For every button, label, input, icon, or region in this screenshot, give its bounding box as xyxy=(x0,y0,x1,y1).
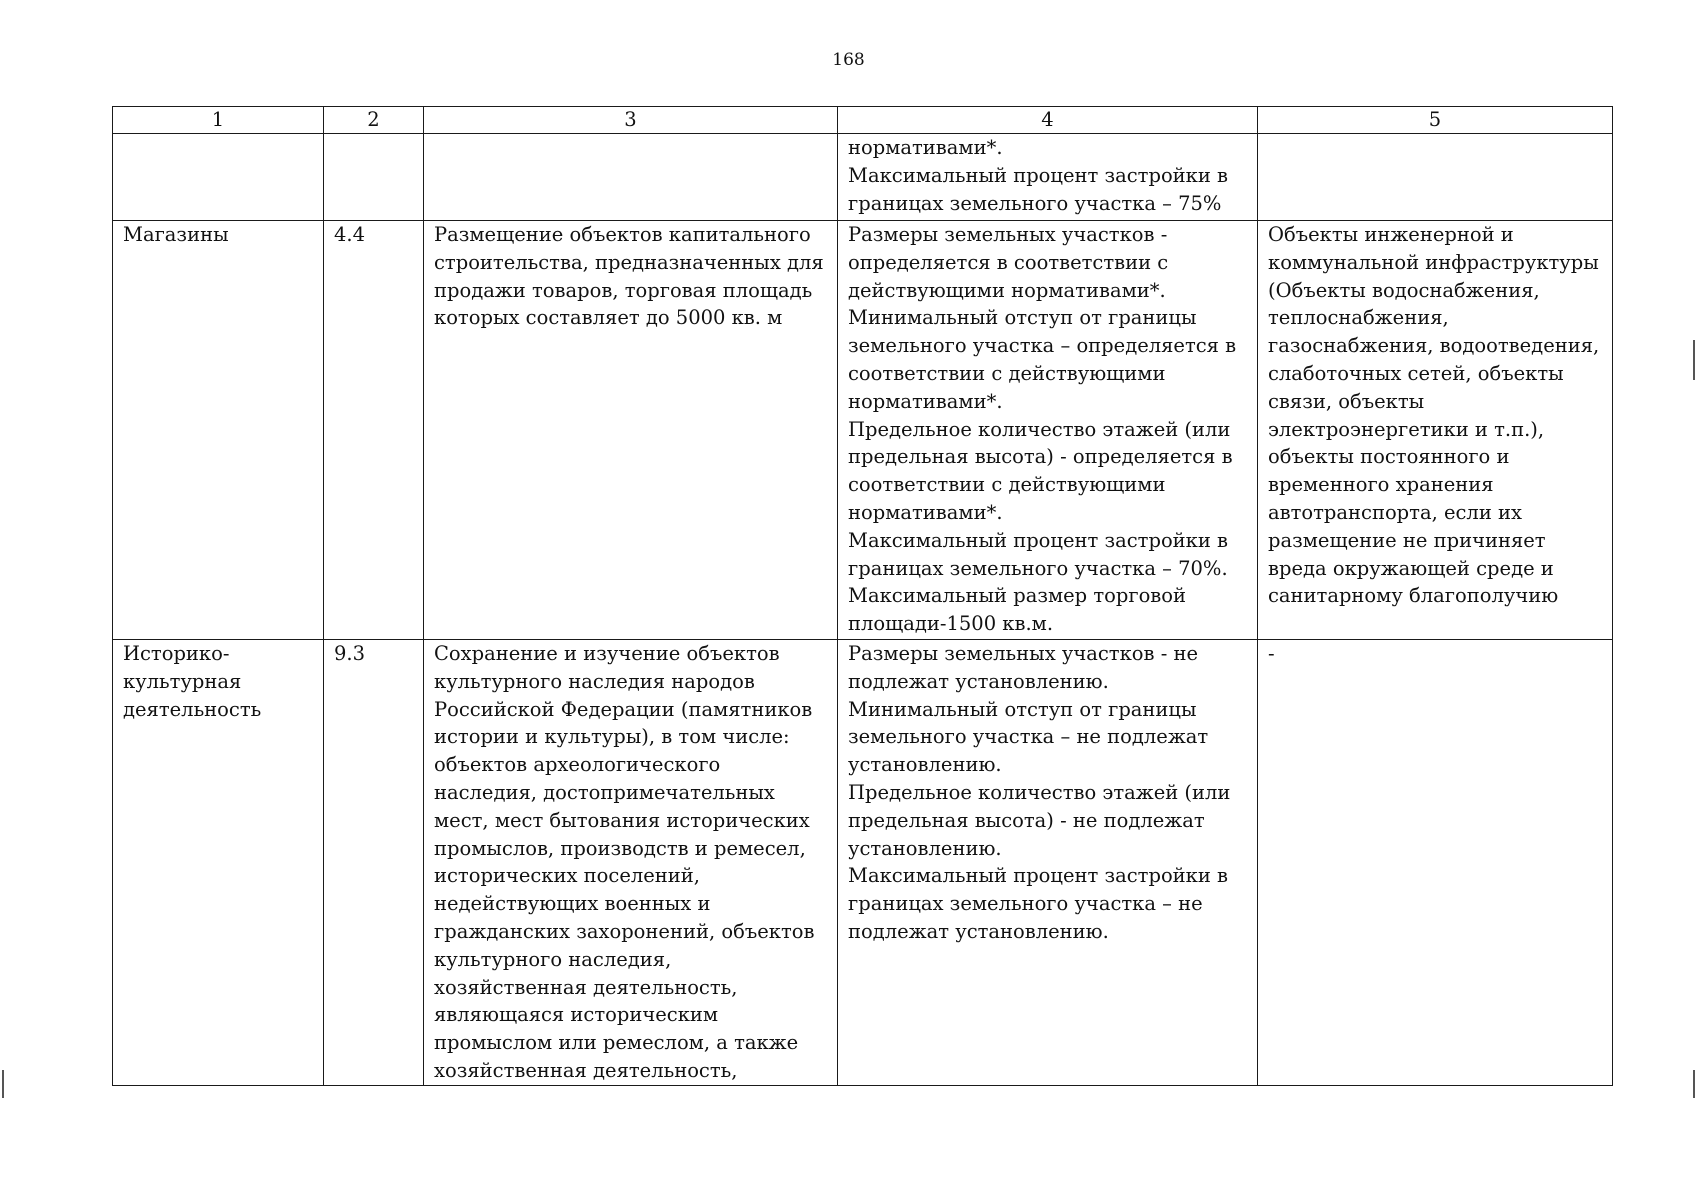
use-description-cell xyxy=(424,640,838,1086)
auxiliary-cell xyxy=(1258,221,1613,640)
parameters-text: нормативами*. Максимальный процент застройки в границах земельного участка – 75% xyxy=(848,136,1229,215)
use-name-cell xyxy=(113,221,324,640)
use-description: Сохранение и изучение объектов культурного наследия народов Российской Федерации (памятников истории и культуры), в том числе: объектов археологического наследия, достопримечательных мест, мест бытования исторических промыслов, производств и ремесел, исторических поселений, недействующих военных и гражданских захоронений, объектов культурного наследия, хозяйственная деятельность, являющаяся историческим промыслом или ремеслом, а также хозяйственная деятельность, xyxy=(434,642,815,1082)
parameters-cell xyxy=(838,134,1258,221)
page-number: 168 xyxy=(832,50,865,70)
parameters-cell xyxy=(838,221,1258,640)
use-description-cell xyxy=(424,134,838,221)
use-name: Магазины xyxy=(123,223,229,246)
column-header-1: 1 xyxy=(113,107,324,134)
scan-edge-mark-left xyxy=(2,1070,4,1098)
table-row xyxy=(113,134,1613,221)
column-header-3: 3 xyxy=(424,107,838,134)
use-name-cell xyxy=(113,640,324,1086)
auxiliary-text: Объекты инженерной и коммунальной инфраструктуры (Объекты водоснабжения, теплоснабжения, газоснабжения, водоотведения, слаботочных сетей, объекты связи, объекты электроэнергетики и т.п.), объекты постоянного и временного хранения автотранспорта, если их размещение не причиняет вреда окружающей среде и санитарному благополучию xyxy=(1268,223,1600,608)
use-name: Историко-культурная деятельность xyxy=(123,642,262,721)
use-code: 9.3 xyxy=(334,642,366,665)
column-header-5: 5 xyxy=(1258,107,1613,134)
column-header-4: 4 xyxy=(838,107,1258,134)
table-row xyxy=(113,221,1613,640)
scan-edge-mark-right-lower xyxy=(1693,1070,1695,1098)
table-header xyxy=(113,107,1613,134)
column-header-2: 2 xyxy=(324,107,424,134)
scan-edge-mark-right xyxy=(1693,340,1695,380)
zoning-table xyxy=(112,106,1613,1086)
use-code-cell xyxy=(324,221,424,640)
auxiliary-cell xyxy=(1258,134,1613,221)
use-code: 4.4 xyxy=(334,223,366,246)
parameters-cell xyxy=(838,640,1258,1086)
auxiliary-cell xyxy=(1258,640,1613,1086)
table-row xyxy=(113,640,1613,1086)
parameters-text: Размеры земельных участков - определяется в соответствии с действующими нормативами*. Минимальный отступ от границы земельного участка – определяется в соответствии с действующими нормативами*. Предельное количество этажей (или предельная высота) - определяется в соответствии с действующими нормативами*. Максимальный процент застройки в границах земельного участка – 70%. Максимальный размер торговой площади-1500 кв.м. xyxy=(848,223,1237,636)
auxiliary-text: - xyxy=(1268,642,1275,665)
use-description: Размещение объектов капитального строительства, предназначенных для продажи товаров, торговая площадь которых составляет до 5000 кв. м xyxy=(434,223,824,330)
parameters-text: Размеры земельных участков - не подлежат установлению. Минимальный отступ от границы земельного участка – не подлежат установлению. Предельное количество этажей (или предельная высота) - не подлежат установлению. Максимальный процент застройки в границах земельного участка – не подлежат установлению. xyxy=(848,642,1231,943)
use-code-cell xyxy=(324,134,424,221)
header-row xyxy=(113,107,1613,134)
use-description-cell xyxy=(424,221,838,640)
use-code-cell xyxy=(324,640,424,1086)
use-name-cell xyxy=(113,134,324,221)
